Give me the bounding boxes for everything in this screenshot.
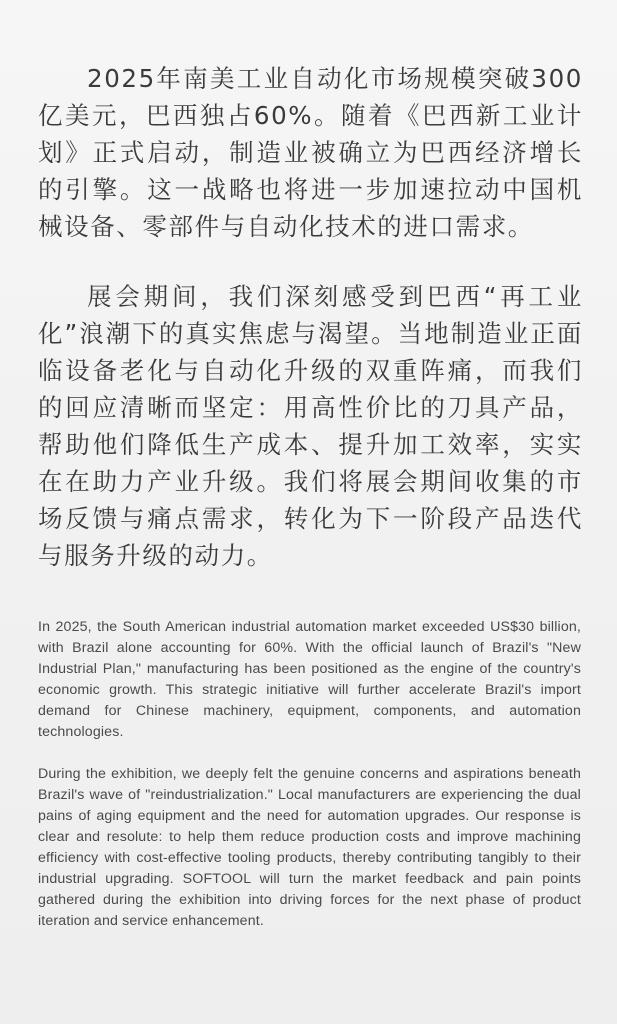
- english-paragraph-exhibition: During the exhibition, we deeply felt the genuine concerns and aspirations beneath Brazil's wave of "reindustrialization." Local manufacturers are experiencing the dual pains of aging equipment and the need for automation upgrades. Our response is clear and resolute: to help them reduce production costs and improve machining efficiency with cost-effective tooling products, thereby contributing tangibly to their industrial upgrading. SOFTOOL will turn the market feedback and pain points gathered during the exhibition into driving forces for the next phase of product iteration and service enhancement.: [38, 766, 581, 929]
- chinese-paragraph-market: 2025年南美工业自动化市场规模突破300亿美元，巴西独占60%。随着《巴西新工业计划》正式启动，制造业被确立为巴西经济增长的引擎。这一战略也将进一步加速拉动中国机械设备、零部件与自动化技术的进口需求。: [38, 64, 583, 241]
- chinese-paragraph-exhibition: 展会期间，我们深刻感受到巴西“再工业化”浪潮下的真实焦虑与渴望。当地制造业正面临设备老化与自动化升级的双重阵痛，而我们的回应清晰而坚定：用高性价比的刀具产品，帮助他们降低生产成本、提升加工效率，实实在在助力产业升级。我们将展会期间收集的市场反馈与痛点需求，转化为下一阶段产品迭代与服务升级的动力。: [38, 282, 583, 570]
- english-paragraph-market: In 2025, the South American industrial automation market exceeded US$30 billion, with Brazil alone accounting for 60%. With the official launch of Brazil's "New Industrial Plan," manufacturing has been positioned as the engine of the country's economic growth. This strategic initiative will further accelerate Brazil's import demand for Chinese machinery, equipment, components, and automation technologies.: [38, 619, 581, 740]
